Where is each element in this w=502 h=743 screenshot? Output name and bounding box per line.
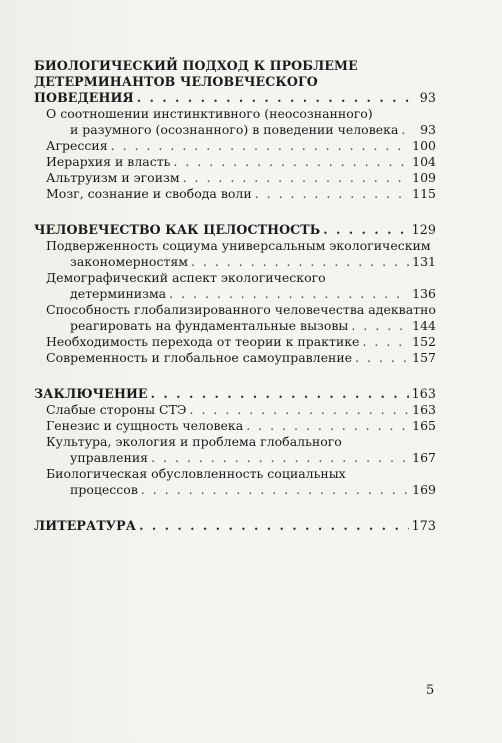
toc-entry[interactable] (46, 106, 436, 138)
entry-leader-row (34, 518, 436, 534)
section-gap (34, 511, 436, 518)
dot-leader (190, 402, 410, 418)
toc-section (34, 222, 436, 366)
entry-leader-row (46, 418, 436, 434)
toc-entry[interactable] (46, 466, 436, 498)
page-ref: 100 (412, 138, 436, 153)
toc-entry[interactable] (46, 334, 436, 350)
entry-title-line: ДЕТЕРМИНАНТОВ ЧЕЛОВЕЧЕСКОГО (34, 74, 318, 89)
entry-leader-row (46, 154, 436, 170)
page-number: 5 (426, 683, 435, 698)
entry-title-line: Демографический аспект экологического (46, 270, 326, 285)
page-ref: 167 (412, 450, 436, 465)
dot-leader (401, 122, 411, 138)
dot-leader (191, 254, 409, 270)
entry-leader-row (46, 334, 436, 350)
entry-title-line: процессов (70, 482, 138, 497)
section-heading[interactable] (34, 518, 436, 534)
toc-section (34, 518, 436, 534)
dot-leader (246, 418, 409, 434)
entry-title-line: ПОВЕДЕНИЯ (34, 90, 134, 105)
dot-leader (151, 450, 409, 466)
page-ref: 163 (412, 402, 436, 417)
toc-entry[interactable] (46, 302, 436, 334)
entry-title-line: управления (70, 450, 149, 465)
dot-leader (355, 350, 409, 366)
entry-leader-row (34, 386, 436, 402)
section-gap (34, 215, 436, 222)
toc-entry[interactable] (46, 418, 436, 434)
entry-title-line: Культура, экология и проблема глобального (46, 434, 342, 449)
page-ref: 93 (419, 90, 436, 105)
dot-leader (137, 90, 411, 106)
entry-title-line: и разумного (осознанного) в поведении человека (70, 122, 399, 137)
entry-title-line: закономерностям (70, 254, 188, 269)
dot-leader (362, 334, 409, 350)
entry-title-line: Биологическая обусловленность социальных (46, 466, 346, 481)
entry-leader-row (70, 450, 436, 466)
entry-leader-row (70, 254, 436, 270)
toc-entry[interactable] (46, 434, 436, 466)
entry-title-line: реагировать на фундаментальные вызовы (70, 318, 349, 333)
table-of-contents (34, 58, 436, 547)
entry-leader-row (34, 222, 436, 238)
entry-title-line: ЛИТЕРАТУРА (34, 518, 137, 533)
page-ref: 109 (412, 170, 436, 185)
page-ref: 136 (412, 286, 436, 301)
toc-entry[interactable] (46, 238, 436, 270)
page-ref: 129 (411, 222, 436, 237)
dot-leader (351, 318, 409, 334)
entry-title-line: БИОЛОГИЧЕСКИЙ ПОДХОД К ПРОБЛЕМЕ (34, 58, 358, 73)
section-gap (34, 379, 436, 386)
entry-title-line: Иерархия и власть (46, 154, 171, 169)
dot-leader (139, 518, 409, 534)
entry-leader-row (70, 318, 436, 334)
entry-title-line: Современность и глобальное самоуправление (46, 350, 353, 365)
dot-leader (169, 286, 409, 302)
toc-section (34, 386, 436, 498)
entry-leader-row (46, 402, 436, 418)
dot-leader (111, 138, 410, 154)
dot-leader (255, 186, 409, 202)
toc-entry[interactable] (46, 270, 436, 302)
entry-title-line: ЧЕЛОВЕЧЕСТВО КАК ЦЕЛОСТНОСТЬ (34, 222, 321, 237)
toc-entry[interactable] (46, 138, 436, 154)
entry-title-line: Подверженность социума универсальным экологическим (46, 238, 431, 253)
section-heading[interactable] (34, 58, 436, 106)
entry-title-line: детерминизма (70, 286, 167, 301)
toc-entry[interactable] (46, 170, 436, 186)
entry-title-line: Альтруизм и эгоизм (46, 170, 180, 185)
entry-title-line: О соотношении инстинктивного (неосознанного) (46, 106, 373, 121)
entry-leader-row (70, 286, 436, 302)
entry-title-line: ЗАКЛЮЧЕНИЕ (34, 386, 148, 401)
section-heading[interactable] (34, 222, 436, 238)
entry-title-line: Слабые стороны СТЭ (46, 402, 187, 417)
entry-title-line: Агрессия (46, 138, 108, 153)
dot-leader (173, 154, 409, 170)
page-ref: 93 (420, 122, 436, 137)
toc-section (34, 58, 436, 202)
entry-leader-row (70, 482, 436, 498)
section-heading[interactable] (34, 386, 436, 402)
page-ref: 152 (412, 334, 436, 349)
entry-title-line: Необходимость перехода от теории к практике (46, 334, 360, 349)
page-ref: 169 (412, 482, 436, 497)
dot-leader (151, 386, 409, 402)
toc-entry[interactable] (46, 350, 436, 366)
entry-title-line: Способность глобализированного человечества адекватно (46, 302, 436, 317)
entry-title-line: Мозг, сознание и свобода воли (46, 186, 252, 201)
page-ref: 163 (411, 386, 436, 401)
entry-title-line: Генезис и сущность человека (46, 418, 244, 433)
page-ref: 131 (412, 254, 436, 269)
entry-leader-row (46, 170, 436, 186)
entry-leader-row (46, 350, 436, 366)
toc-entry[interactable] (46, 154, 436, 170)
dot-leader (183, 170, 410, 186)
toc-entry[interactable] (46, 186, 436, 202)
page-ref: 144 (412, 318, 436, 333)
dot-leader (323, 222, 408, 238)
entry-leader-row (46, 186, 436, 202)
dot-leader (141, 482, 409, 498)
page-ref: 173 (411, 518, 436, 533)
toc-entry[interactable] (46, 402, 436, 418)
entry-leader-row (34, 90, 436, 106)
entry-leader-row (70, 122, 436, 138)
page-ref: 157 (412, 350, 436, 365)
page-ref: 104 (412, 154, 436, 169)
entry-leader-row (46, 138, 436, 154)
page-ref: 165 (412, 418, 436, 433)
page-ref: 115 (412, 186, 436, 201)
